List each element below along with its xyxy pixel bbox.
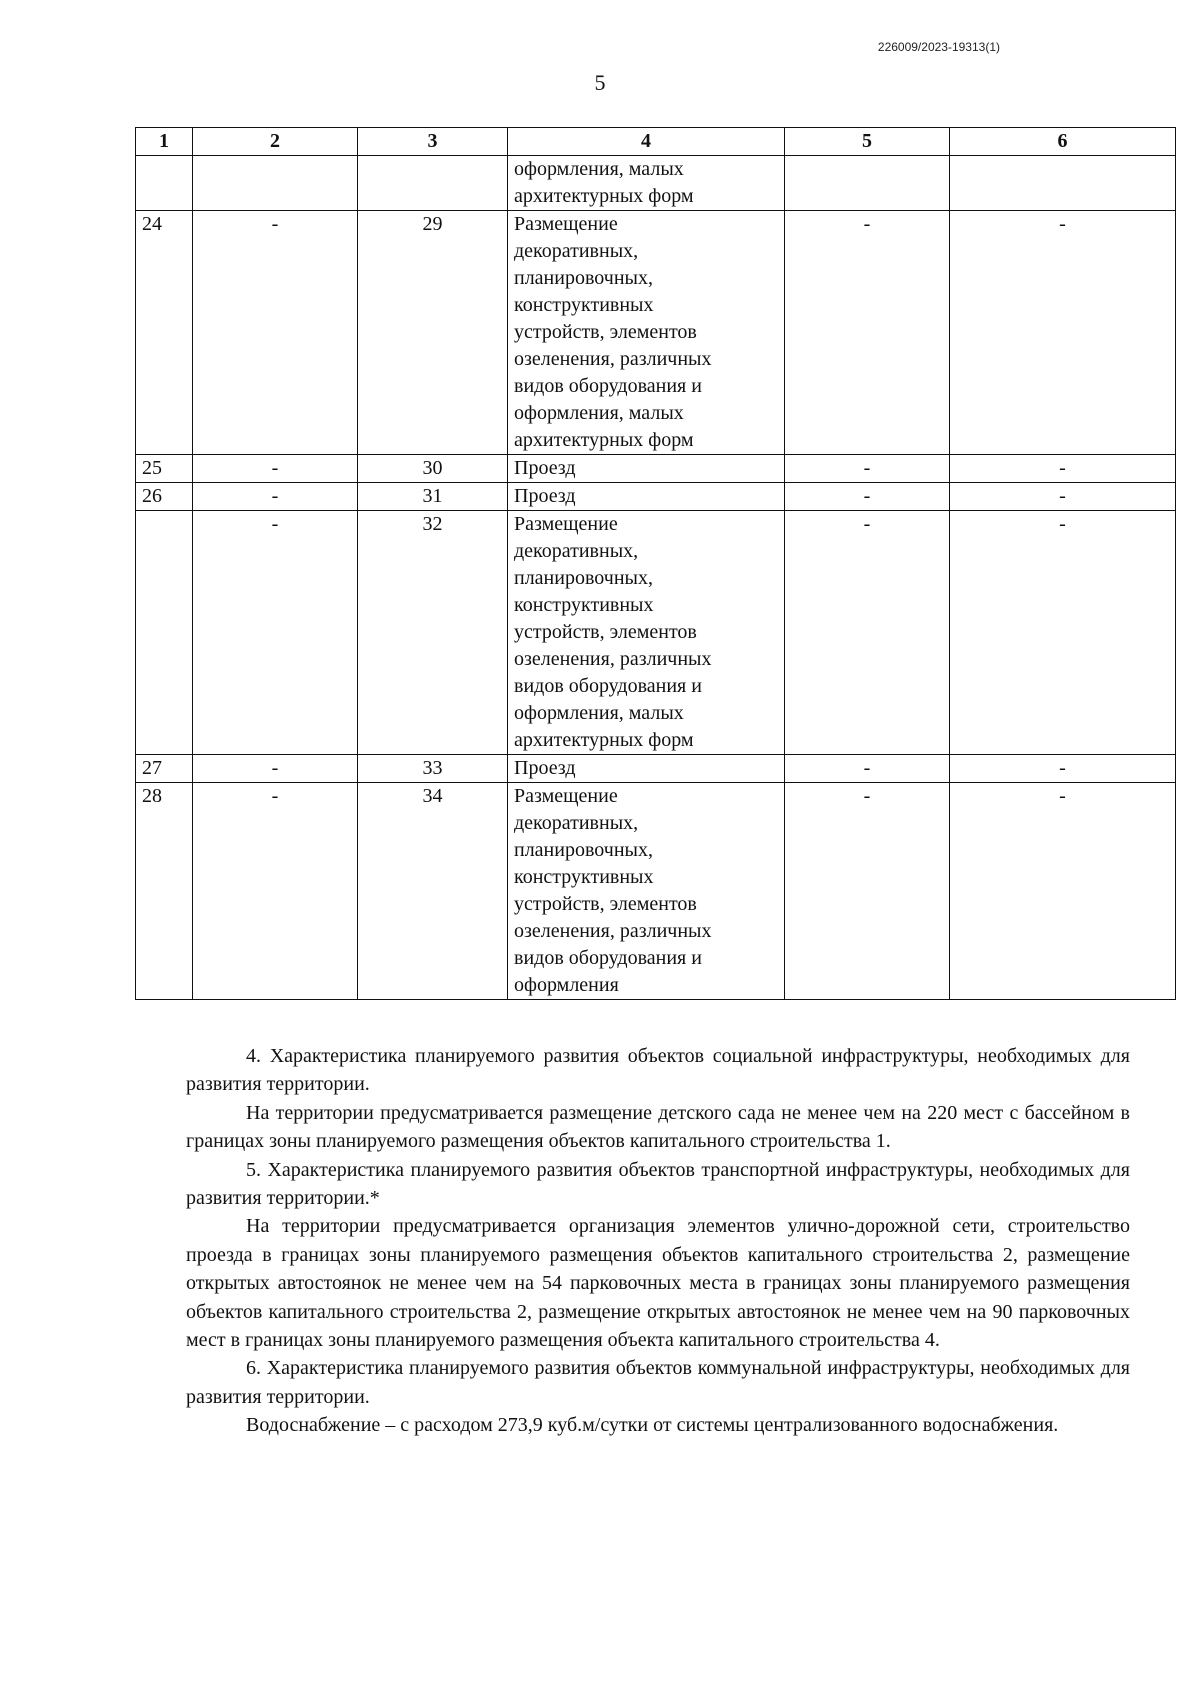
- cell-line: озеленения, различных: [514, 648, 712, 670]
- cell-line: Проезд: [514, 457, 576, 479]
- table-cell-c3: 33: [358, 755, 508, 783]
- paragraph: 5. Характеристика планируемого развития объектов транспортной инфраструктуры, необходимых для развития территории.*: [186, 1158, 1130, 1210]
- cell-line: декоративных,: [514, 240, 639, 262]
- cell-line: видов оборудования и: [514, 375, 702, 397]
- cell-line: Размещение: [514, 213, 618, 235]
- cell-line: устройств, элементов: [514, 321, 697, 343]
- cell-line: архитектурных форм: [514, 429, 694, 451]
- cell-line: Проезд: [514, 485, 576, 507]
- paragraph: На территории предусматривается организация элементов улично-дорожной сети, строительство проезда в границах зоны планируемого размещения объектов капитального строительства 2, размещение открытых автостоянок не менее чем на 54 парковочных места в границах зоны планируемого размещения объектов капитального строительства 2, размещение открытых автостоянок не менее чем на 90 парковочных мест в границах зоны планируемого размещения объекта капитального строительства 4.: [186, 1215, 1130, 1352]
- cell-line: озеленения, различных: [514, 348, 712, 370]
- table-row: [136, 511, 1176, 755]
- table-cell-c1: [136, 511, 193, 755]
- cell-line: архитектурных форм: [514, 185, 694, 207]
- column-header: 1: [136, 128, 193, 156]
- table-cell-c3: 32: [358, 511, 508, 755]
- cell-line: оформления, малых: [514, 158, 684, 180]
- table-body: [136, 128, 1176, 1000]
- cell-line: планировочных,: [514, 267, 653, 289]
- table-cell-c6: -: [950, 483, 1176, 511]
- table-cell-c4: [508, 783, 785, 1000]
- table-cell-c2: -: [193, 511, 358, 755]
- cell-line: конструктивных: [514, 866, 654, 888]
- table-cell-c6: [950, 156, 1176, 211]
- table-cell-c1: 24: [136, 211, 193, 455]
- table-cell-c3: 31: [358, 483, 508, 511]
- table-cell-c2: -: [193, 783, 358, 1000]
- paragraph: Водоснабжение – с расходом 273,9 куб.м/сутки от системы централизованного водоснабжения.: [246, 1414, 1059, 1437]
- table-cell-c5: -: [785, 783, 950, 1000]
- table-cell-c6: -: [950, 755, 1176, 783]
- table-cell-c2: [193, 156, 358, 211]
- table-cell-c3: 30: [358, 455, 508, 483]
- table-row: [136, 483, 1176, 511]
- table-row: [136, 783, 1176, 1000]
- column-header: 4: [508, 128, 785, 156]
- cell-line: оформления, малых: [514, 702, 684, 724]
- table-cell-c6: -: [950, 211, 1176, 455]
- table-cell-c2: -: [193, 455, 358, 483]
- table-cell-c2: -: [193, 483, 358, 511]
- table-cell-c1: [136, 156, 193, 211]
- cell-line: Проезд: [514, 757, 576, 779]
- cell-line: оформления, малых: [514, 402, 684, 424]
- table-cell-c4: [508, 483, 785, 511]
- table-cell-c4: [508, 511, 785, 755]
- page-number: 5: [594, 70, 606, 95]
- table-cell-c3: 34: [358, 783, 508, 1000]
- table-cell-c5: [785, 156, 950, 211]
- column-header: 5: [785, 128, 950, 156]
- table-cell-c1: 25: [136, 455, 193, 483]
- table-cell-c4: [508, 455, 785, 483]
- cell-line: планировочных,: [514, 567, 653, 589]
- document-id: 226009/2023-19313(1): [877, 40, 1000, 54]
- table-cell-c4: [508, 156, 785, 211]
- column-header: 6: [950, 128, 1176, 156]
- table-cell-c6: -: [950, 511, 1176, 755]
- cell-line: озеленения, различных: [514, 920, 712, 942]
- cell-line: конструктивных: [514, 294, 654, 316]
- data-table: [135, 127, 1176, 1000]
- column-header: 2: [193, 128, 358, 156]
- cell-line: планировочных,: [514, 839, 653, 861]
- table-cell-c5: -: [785, 483, 950, 511]
- cell-line: Размещение: [514, 785, 618, 807]
- table-row: [136, 755, 1176, 783]
- table-cell-c6: -: [950, 455, 1176, 483]
- cell-line: устройств, элементов: [514, 621, 697, 643]
- cell-line: архитектурных форм: [514, 729, 694, 751]
- cell-line: конструктивных: [514, 594, 654, 616]
- cell-line: Размещение: [514, 513, 618, 535]
- table-cell-c2: -: [193, 211, 358, 455]
- column-header: 3: [358, 128, 508, 156]
- table-cell-c5: -: [785, 755, 950, 783]
- cell-line: оформления: [514, 974, 619, 996]
- table-cell-c1: 28: [136, 783, 193, 1000]
- table-row: [136, 211, 1176, 455]
- cell-line: видов оборудования и: [514, 675, 702, 697]
- paragraph: На территории предусматривается размещение детского сада не менее чем на 220 мест с бассейном в границах зоны планируемого размещения объектов капитального строительства 1.: [186, 1101, 1130, 1153]
- body-text: [186, 1042, 1130, 1440]
- table-cell-c2: -: [193, 755, 358, 783]
- table-header-row: [136, 128, 1176, 156]
- table-cell-c3: 29: [358, 211, 508, 455]
- cell-line: видов оборудования и: [514, 947, 702, 969]
- table-cell-c5: -: [785, 511, 950, 755]
- cell-line: устройств, элементов: [514, 893, 697, 915]
- table-cell-c1: 27: [136, 755, 193, 783]
- paragraph: 6. Характеристика планируемого развития объектов коммунальной инфраструктуры, необходимых для развития территории.: [186, 1357, 1130, 1408]
- table-row: [136, 156, 1176, 211]
- table-cell-c4: [508, 755, 785, 783]
- cell-line: декоративных,: [514, 812, 639, 834]
- table-cell-c1: 26: [136, 483, 193, 511]
- table-cell-c5: -: [785, 455, 950, 483]
- table-cell-c6: -: [950, 783, 1176, 1000]
- table-cell-c4: [508, 211, 785, 455]
- table-row: [136, 455, 1176, 483]
- table-cell-c5: -: [785, 211, 950, 455]
- table-cell-c3: [358, 156, 508, 211]
- cell-line: декоративных,: [514, 540, 639, 562]
- paragraph: 4. Характеристика планируемого развития объектов социальной инфраструктуры, необходимых для развития территории.: [186, 1045, 1130, 1096]
